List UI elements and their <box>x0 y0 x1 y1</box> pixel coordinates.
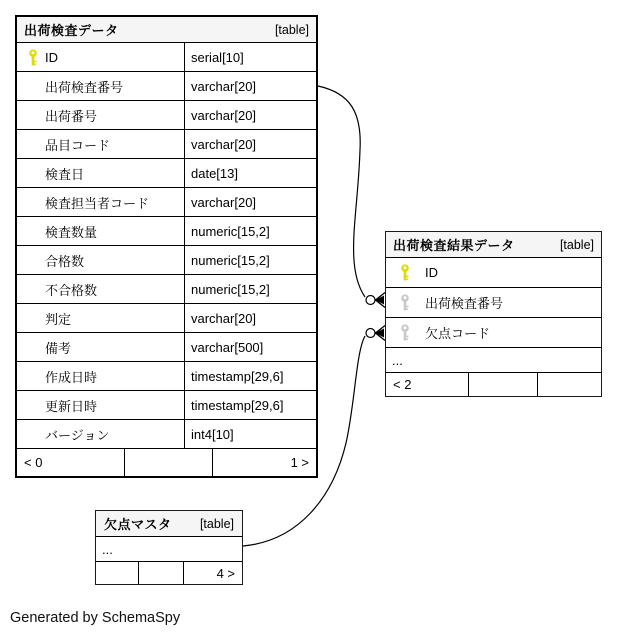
key-icon-slot <box>27 136 39 153</box>
column-type: timestamp[29,6] <box>191 368 284 384</box>
key-icon-slot <box>27 223 39 240</box>
column-type: timestamp[29,6] <box>191 397 284 413</box>
table-shipping-inspection-data[interactable] <box>15 15 318 478</box>
relationship-line <box>318 86 365 297</box>
table-tag: [table] <box>559 237 594 252</box>
table-tag: [table] <box>274 22 309 37</box>
primary-key-icon <box>399 264 411 281</box>
column-row <box>17 188 316 217</box>
zero-or-many-endpoint <box>366 326 385 341</box>
column-name: 出荷番号 <box>45 108 98 124</box>
key-icon-slot <box>27 310 39 327</box>
key-icon-slot <box>27 397 39 414</box>
table-footer <box>96 562 242 584</box>
column-row <box>17 43 316 72</box>
table-name: 欠点マスタ <box>104 517 172 532</box>
footer-spacer <box>124 449 212 476</box>
table-header[interactable] <box>386 232 601 258</box>
footer-children-count: < 0 <box>24 455 43 470</box>
column-name: 判定 <box>45 311 72 327</box>
column-row <box>17 130 316 159</box>
column-name: バージョン <box>45 427 110 443</box>
column-name: 品目コード <box>45 137 111 153</box>
key-icon-slot <box>27 426 39 443</box>
column-name: 出荷検査番号 <box>45 79 124 95</box>
footer-children-count <box>96 562 138 584</box>
column-row <box>17 333 316 362</box>
table-footer <box>17 449 316 476</box>
column-type: varchar[20] <box>191 136 257 152</box>
key-icon-slot <box>27 194 39 211</box>
foreign-key-icon <box>399 324 411 341</box>
column-type: int4[10] <box>191 426 234 442</box>
key-icon-slot <box>27 368 39 385</box>
key-icon-slot <box>27 107 39 124</box>
column-row <box>17 101 316 130</box>
table-defect-master[interactable] <box>95 510 243 585</box>
generator-note: Generated by SchemaSpy <box>10 610 181 626</box>
zero-or-many-endpoint <box>366 293 385 308</box>
column-name: 欠点コード <box>425 326 491 341</box>
column-row <box>17 246 316 275</box>
column-name: 出荷検査番号 <box>425 296 504 311</box>
column-type: varchar[500] <box>191 339 264 355</box>
column-name: 不合格数 <box>45 282 98 298</box>
column-type: numeric[15,2] <box>191 223 270 239</box>
column-name: ID <box>45 49 58 65</box>
column-name: 合格数 <box>45 253 85 269</box>
column-row <box>17 304 316 333</box>
column-name: ID <box>425 265 438 280</box>
column-row <box>17 391 316 420</box>
column-row <box>17 72 316 101</box>
table-name: 出荷検査データ <box>24 23 119 38</box>
key-icon-slot <box>27 252 39 269</box>
table-footer <box>386 373 601 396</box>
key-icon-slot <box>27 339 39 356</box>
footer-spacer <box>468 373 537 396</box>
column-row <box>17 275 316 304</box>
table-name: 出荷検査結果データ <box>393 238 515 253</box>
column-type: serial[10] <box>191 49 244 65</box>
column-name: 検査日 <box>45 166 85 182</box>
column-row <box>17 362 316 391</box>
column-name: 検査担当者コード <box>45 195 150 211</box>
key-icon-slot <box>27 165 39 182</box>
column-type: date[13] <box>191 165 238 181</box>
footer-parents-count: 1 > <box>212 449 316 476</box>
hidden-columns-ellipsis: ... <box>386 348 601 373</box>
key-icon-slot <box>27 78 39 95</box>
column-row <box>17 217 316 246</box>
hidden-columns-ellipsis: ... <box>96 537 242 562</box>
key-icon-slot <box>27 281 39 298</box>
foreign-key-icon <box>399 294 411 311</box>
column-name: 検査数量 <box>45 224 98 240</box>
table-tag: [table] <box>199 516 234 531</box>
column-row <box>17 159 316 188</box>
table-header[interactable] <box>96 511 242 537</box>
column-type: varchar[20] <box>191 194 257 210</box>
column-row <box>386 288 601 318</box>
column-type: numeric[15,2] <box>191 252 270 268</box>
column-row <box>386 258 601 288</box>
table-header[interactable] <box>17 17 316 43</box>
column-type: varchar[20] <box>191 310 257 326</box>
column-type: numeric[15,2] <box>191 281 270 297</box>
column-name: 更新日時 <box>45 398 98 414</box>
primary-key-icon <box>27 49 39 66</box>
footer-parents-count: 4 > <box>183 562 242 584</box>
table-shipping-inspection-result-data[interactable] <box>385 231 602 397</box>
footer-spacer <box>138 562 183 584</box>
footer-parents-count <box>537 373 601 396</box>
footer-children-count: < 2 <box>393 377 412 392</box>
column-row <box>386 318 601 348</box>
column-name: 備考 <box>45 340 72 356</box>
column-type: varchar[20] <box>191 78 257 94</box>
column-row <box>17 420 316 449</box>
column-name: 作成日時 <box>45 369 98 385</box>
column-type: varchar[20] <box>191 107 257 123</box>
